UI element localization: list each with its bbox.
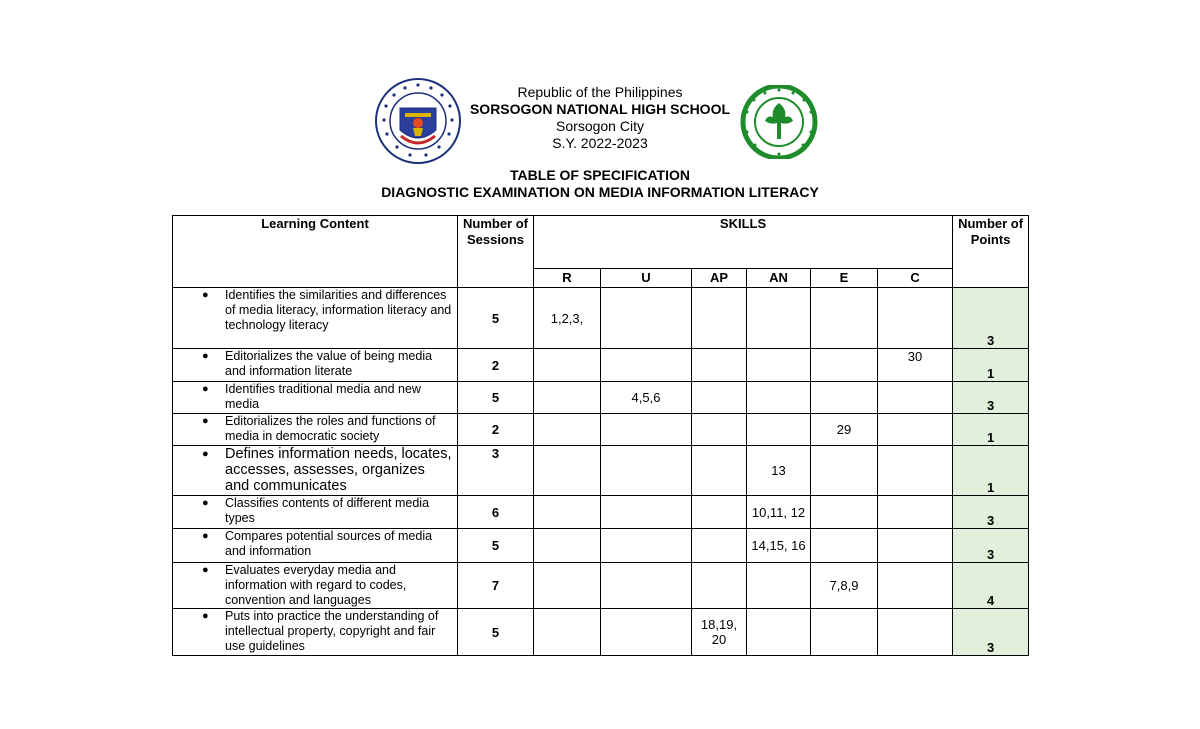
header-skill-r: R	[534, 269, 601, 288]
skill-u-cell	[601, 288, 692, 349]
learning-content-text: Editorializes the value of being media and information literate	[225, 349, 433, 378]
skill-an-cell	[747, 609, 811, 656]
skill-r-cell	[534, 609, 601, 656]
skill-e-cell	[811, 609, 878, 656]
header-skill-c: C	[878, 269, 953, 288]
skill-r-cell	[534, 349, 601, 382]
sessions-cell: 5	[458, 382, 534, 414]
skill-c-cell	[878, 414, 953, 446]
learning-content-cell	[173, 496, 458, 529]
points-cell: 3	[953, 529, 1029, 563]
skill-u-cell: 4,5,6	[601, 382, 692, 414]
bullet-icon: ●	[202, 448, 209, 460]
learning-content-text: Classifies contents of different media types	[225, 496, 430, 525]
sessions-cell: 5	[458, 529, 534, 563]
bullet-icon: ●	[202, 350, 209, 362]
skill-ap-cell	[692, 446, 747, 496]
header-learning-content: Learning Content	[173, 216, 458, 288]
bullet-icon: ●	[202, 610, 209, 622]
learning-content-cell	[173, 414, 458, 446]
header-skills: SKILLS	[534, 216, 953, 269]
learning-content-cell	[173, 529, 458, 563]
points-cell: 1	[953, 414, 1029, 446]
skill-r-cell	[534, 382, 601, 414]
skill-ap-cell	[692, 349, 747, 382]
skill-e-cell	[811, 446, 878, 496]
skill-r-cell: 1,2,3,	[534, 288, 601, 349]
learning-content-text: Identifies the similarities and differences of media literacy, information literacy and technology literacy	[225, 288, 452, 332]
city-line: Sorsogon City	[556, 118, 644, 134]
bullet-icon: ●	[202, 497, 209, 509]
skill-r-cell	[534, 529, 601, 563]
table-row	[173, 349, 1029, 382]
skill-e-cell: 7,8,9	[811, 563, 878, 609]
skill-an-cell: 13	[747, 446, 811, 496]
bullet-icon: ●	[202, 530, 209, 542]
header-skill-e: E	[811, 269, 878, 288]
learning-content-text: Evaluates everyday media and information with regard to codes, convention and languages	[225, 563, 407, 607]
learning-content-text: Puts into practice the understanding of intellectual property, copyright and fair use guidelines	[225, 609, 439, 653]
learning-content-text: Defines information needs, locates, accesses, assesses, organizes and communicates	[225, 446, 452, 494]
skill-e-cell	[811, 349, 878, 382]
skill-an-cell: 14,15, 16	[747, 529, 811, 563]
bullet-icon: ●	[202, 383, 209, 395]
sessions-cell: 5	[458, 609, 534, 656]
school-year: S.Y. 2022-2023	[552, 135, 648, 151]
skill-r-cell	[534, 414, 601, 446]
skill-ap-cell	[692, 529, 747, 563]
table-row	[173, 446, 1029, 496]
skill-u-cell	[601, 446, 692, 496]
skill-e-cell	[811, 382, 878, 414]
learning-content-cell	[173, 446, 458, 496]
table-row	[173, 288, 1029, 349]
header-number-of-points: Number of Points	[953, 216, 1029, 288]
learning-content-cell	[173, 349, 458, 382]
skill-u-cell	[601, 414, 692, 446]
learning-content-cell	[173, 288, 458, 349]
document-header	[0, 84, 1200, 152]
bullet-icon: ●	[202, 564, 209, 576]
skill-c-cell	[878, 446, 953, 496]
skill-c-cell	[878, 288, 953, 349]
bullet-icon: ●	[202, 289, 209, 301]
sessions-cell: 2	[458, 349, 534, 382]
points-cell: 4	[953, 563, 1029, 609]
points-cell: 3	[953, 288, 1029, 349]
skill-c-cell	[878, 563, 953, 609]
table-row	[173, 414, 1029, 446]
skill-c-cell: 30	[878, 349, 953, 382]
specification-table	[172, 215, 1029, 656]
skill-r-cell	[534, 446, 601, 496]
skill-u-cell	[601, 609, 692, 656]
points-cell: 1	[953, 446, 1029, 496]
skill-an-cell	[747, 382, 811, 414]
sessions-cell: 7	[458, 563, 534, 609]
header-skill-u: U	[601, 269, 692, 288]
skill-u-cell	[601, 563, 692, 609]
skill-an-cell	[747, 288, 811, 349]
skill-ap-cell	[692, 563, 747, 609]
header-skill-ap: AP	[692, 269, 747, 288]
header-number-of-sessions: Number of Sessions	[458, 216, 534, 288]
learning-content-cell	[173, 563, 458, 609]
skill-c-cell	[878, 529, 953, 563]
skill-ap-cell	[692, 382, 747, 414]
points-cell: 3	[953, 382, 1029, 414]
sessions-cell: 5	[458, 288, 534, 349]
learning-content-text: Identifies traditional media and new media	[225, 382, 421, 411]
points-cell: 3	[953, 609, 1029, 656]
learning-content-text: Editorializes the roles and functions of media in democratic society	[225, 414, 436, 443]
sessions-cell: 2	[458, 414, 534, 446]
header-skill-an: AN	[747, 269, 811, 288]
title-line-1: TABLE OF SPECIFICATION	[510, 167, 690, 183]
points-cell: 3	[953, 496, 1029, 529]
table-row	[173, 563, 1029, 609]
school-name: SORSOGON NATIONAL HIGH SCHOOL	[469, 101, 731, 117]
table-row	[173, 496, 1029, 529]
skill-u-cell	[601, 496, 692, 529]
learning-content-cell	[173, 609, 458, 656]
skill-c-cell	[878, 382, 953, 414]
republic-line: Republic of the Philippines	[517, 84, 683, 100]
skill-e-cell	[811, 529, 878, 563]
skill-an-cell	[747, 563, 811, 609]
learning-content-cell	[173, 382, 458, 414]
title-line-2: DIAGNOSTIC EXAMINATION ON MEDIA INFORMATION LITERACY	[381, 184, 819, 200]
skill-c-cell	[878, 609, 953, 656]
skill-r-cell	[534, 496, 601, 529]
skill-e-cell: 29	[811, 414, 878, 446]
skill-u-cell	[601, 529, 692, 563]
sessions-cell: 3	[458, 446, 534, 496]
document-titles	[0, 167, 1200, 201]
learning-content-text: Compares potential sources of media and information	[225, 529, 433, 558]
table-row	[173, 609, 1029, 656]
skill-e-cell	[811, 496, 878, 529]
skill-an-cell	[747, 414, 811, 446]
points-cell: 1	[953, 349, 1029, 382]
skill-ap-cell: 18,19, 20	[692, 609, 747, 656]
sessions-cell: 6	[458, 496, 534, 529]
skill-ap-cell	[692, 496, 747, 529]
skill-e-cell	[811, 288, 878, 349]
skill-r-cell	[534, 563, 601, 609]
table-row	[173, 529, 1029, 563]
skill-u-cell	[601, 349, 692, 382]
skill-c-cell	[878, 496, 953, 529]
skill-an-cell: 10,11, 12	[747, 496, 811, 529]
table-row	[173, 382, 1029, 414]
skill-ap-cell	[692, 288, 747, 349]
skill-an-cell	[747, 349, 811, 382]
bullet-icon: ●	[202, 415, 209, 427]
skill-ap-cell	[692, 414, 747, 446]
